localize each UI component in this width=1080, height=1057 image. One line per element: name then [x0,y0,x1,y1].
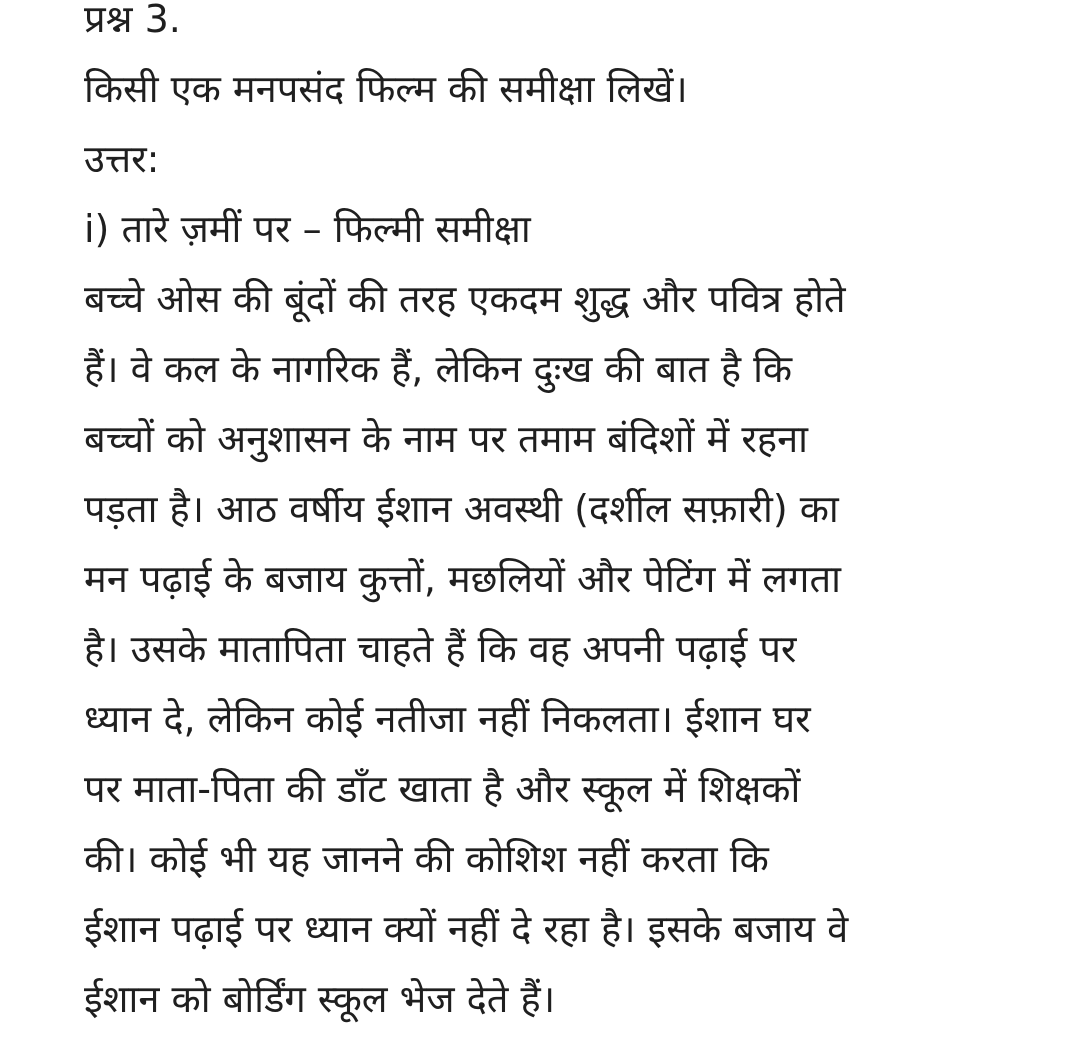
body-line: बच्चों को अनुशासन के नाम पर तमाम बंदिशों में रहना [84,417,809,461]
question-text: किसी एक मनपसंद फिल्म की समीक्षा लिखें। [84,67,688,111]
review-title: i) तारे ज़मीं पर – फिल्मी समीक्षा [84,207,531,251]
body-line: ईशान पढ़ाई पर ध्यान क्यों नहीं दे रहा है। इसके बजाय वे [84,907,849,951]
body-line: पर माता-पिता की डाँट खाता है और स्कूल में शिक्षकों [84,767,801,811]
answer-label: उत्तर: [84,137,160,181]
body-line: है। उसके मातापिता चाहते हैं कि वह अपनी पढ़ाई पर [84,627,797,671]
document-content [84,0,1024,1034]
body-line: ईशान को बोर्डिंग स्कूल भेज देते हैं। [84,977,556,1021]
body-line: हैं। वे कल के नागरिक हैं, लेकिन दुःख की बात है कि [84,347,793,391]
body-line: बच्चे ओस की बूंदों की तरह एकदम शुद्ध और पवित्र होते [84,277,846,321]
review-body [84,264,1024,1034]
body-line: ध्यान दे, लेकिन कोई नतीजा नहीं निकलता। ईशान घर [84,697,811,741]
question-heading-partial: प्रश्न 3. [84,0,181,41]
body-line: मन पढ़ाई के बजाय कुत्तों, मछलियों और पेटिंग में लगता [84,557,841,601]
body-line: पड़ता है। आठ वर्षीय ईशान अवस्थी (दर्शील सफ़ारी) का [84,487,839,531]
body-line: की। कोई भी यह जानने की कोशिश नहीं करता कि [84,837,769,881]
